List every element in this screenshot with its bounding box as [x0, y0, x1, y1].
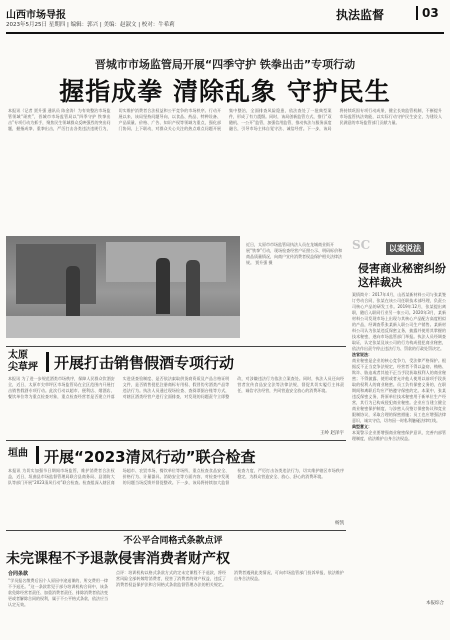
yuanqu-bar	[36, 446, 39, 464]
sidebar-logo	[352, 236, 446, 258]
sidebar-logo-letters: SC	[352, 238, 371, 252]
yuanqu-body: 本报讯 为切实加强节日期间市场监管，维护消费者合法权益，近日，垣曲县市场监督管理局联合县商务局、县消防大队等部门开展“2023清风行动”联合检查。检查组深入辖区商场超市、农贸市场、餐饮单位等场所，重点检查食品安全、价格行为、计量器具、消防安全等方面内容，对检查中发现的问题当场反馈并督促整改。下一步，该局将持续加大监督检查力度，严厉打击各类违法行为，切实维护辖区市场秩序稳定，为群众营造安全、放心、舒心的消费环境。	[8, 468, 344, 485]
taiyuan-sign: 王岭 赵泽宇	[320, 431, 344, 436]
lead-body: 本报讯（记者 贾升强 通讯员 陈金涛）为有效整治市场监管领域“顽疾”，晋城市市场监管局以“四季守护 铁拳出击”专项行动为抓手，聚焦民生领域群众反映强烈的突出问题，握指成拳、重拳出击，严厉打击各类违法违规行为，切实维护消费者合法权益和公平竞争的市场秩序。行动开展以来，该局坚持问题导向，以食品、药品、特种设备、产品质量、价格、广告、知识产权等领域为重点，强化部门协同、上下联动，对群众关心关注的热点难点问题开展集中整治，全面排查风险隐患，依法查处了一批典型案件，形成了有力震慑。同时，该局创新监管方式，推行“双随机、一公开”监管，加强信用监管，推动执法与服务深度融合，引导市场主体自觉守法、诚信经营。下一步，该局将持续巩固专项行动成果，健全长效监管机制，不断提升市场监管执法效能，以实际行动守护民生安全，为建设人民满意的市场监管部门贡献力量。	[8, 108, 442, 131]
masthead-rule	[6, 32, 444, 34]
lead-title: 握指成拳 清除乱象 守护民生	[59, 77, 391, 106]
bottom-source: 合同条款	[8, 571, 29, 577]
taiyuan-title: 开展打击销售假酒专项行动	[54, 354, 235, 372]
sidebar-logo-badge: 以案说法	[386, 242, 424, 255]
lead-photo	[6, 236, 240, 338]
taiyuan-location: 太原 尖草坪	[8, 350, 38, 373]
bottom-band-label: 不公平合同格式条款点评	[123, 536, 223, 546]
yuanqu-sign: 杨凯	[335, 521, 344, 526]
sidebar-body	[352, 292, 446, 532]
page-number: 03	[416, 6, 439, 20]
yuanqu-title: 开展“2023清风行动”联合检查	[44, 448, 256, 466]
sidebar-typical-label: 典型意义：	[352, 424, 372, 429]
lead-photo-caption: 近日，太原市市场监管局执法人员在龙城商业街开展“铁拳”行动，现场检查经营户证照公示、明码标价和商品质量情况，向商户宣传消费者权益保护相关法律法规。 贾升强 摄	[246, 242, 343, 265]
yuanqu-location: 垣曲	[8, 448, 28, 459]
taiyuan-rule	[6, 346, 346, 347]
taiyuan-bar	[46, 352, 49, 372]
sidebar-title: 侵害商业秘密纠纷这样裁决	[358, 262, 446, 289]
sidebar-source: 本报综合	[426, 601, 444, 606]
paper-name: 山西市场导报	[6, 10, 66, 21]
issue-meta: 2023年5月25日 星期四 | 编辑：郭兴 | 美编：赵淑文 | 校对：牛希莉	[6, 22, 175, 28]
bottom-body: “学员报名缴费后因个人原因中途退课的，所交费用一律不予退还。”这一条款常见于部分培训机构合同中，该条款免除经营者责任、加重消费者责任、排除消费者依法变更或者解除合同的权利，属于不公平格式条款，依法应当认定无效。	[8, 578, 108, 607]
sidebar-analysis-label: 法官说法：	[352, 352, 372, 357]
section-name: 执法监督	[336, 8, 385, 22]
bottom-title: 未完课程不予退款侵害消费者财产权	[6, 551, 230, 567]
bottom-rule	[6, 530, 346, 531]
lead-kicker: 晋城市市场监管局开展“四季守护 铁拳出击”专项行动	[94, 58, 356, 71]
sidebar-typical-body: 本案警示企业要增强商业秘密保护意识，完善内部管理制度，依法维护自身合法权益。	[352, 430, 446, 441]
bottom-comment: 点评：培训机构以格式条款方式约定未完课程不予退款，将经营风险全部转嫁给消费者，侵害了消费者的财产权益，违反了消费者权益保护法和合同格式条款监督管理办法的相关规定。消费者遇到此类情况，可向市场监管部门投诉举报，依法维护自身合法权益。	[116, 570, 344, 587]
sidebar-analysis-body: 商业秘密是企业的核心竞争力，受法律严格保护。根据反不正当竞争法规定，经营者不得以盗窃、贿赂、欺诈、胁迫或者其他不正当手段获取权利人的商业秘密；不得披露、使用或者允许他人使用以前项手段获取的权利人的商业秘密。员工负有保密义务的，在职期间和离职后均应严格遵守保密约定。本案中，张某违反保密义务，将原单位技术秘密用于新单位生产经营，其行为已构成侵犯商业秘密。企业应当建立健全商业秘密保护制度，与涉密人员签订保密协议和竞业限制协议，采取合理的保密措施；员工也应增强法律意识，诚实守信，切勿因一时私利触碰法律红线。	[352, 358, 446, 423]
sidebar-case-body: 案情简介：2017年4月，山西某新材料公司与张某签订劳动合同，张某在该公司任职技术部经理，负责公司核心产品的研发工作。2019年12月，张某提出离职，随后入职同行业另一家公司。2020年3月，某新材料公司发现市场上出现与其核心产品配方高度相似的产品，经调查系张某新入职公司生产销售。某新材料公司认为张某违反保密义务，披露并使用其掌握的技术秘密，遂向市场监管部门举报。执法人员经调查取证，认定张某及该公司的行为构成侵犯商业秘密，依法作出责令停止违法行为、罚款的行政处罚决定。	[352, 292, 446, 351]
yuanqu-rule	[6, 440, 346, 441]
taiyuan-body: 本报讯 为了进一步规范酒类市场秩序，保障人民群众饮酒安全，近日，太原市尖草坪区市场监管局在全区范围内开展打击销售假酒专项行动。此次行动以超市、便利店、烟酒店、餐饮单位等为重点检查对象，重点检查经营者是否建立并落实进货查验制度、是否依法索取供货商资质及产品合格证明文件，是否销售侵犯注册商标专用权、假冒伪劣酒类产品等违法行为。执法人员通过现场检查、查阅票据台账等方式，对辖区酒类经营户进行全面排查，对发现的问题责令立即整改，对涉嫌违法行为依法立案查处。同时，执法人员还向经营者宣传食品安全法等法律法规，督促其切实履行主体责任，诚信守法经营，共同营造安全放心的消费环境。	[8, 376, 344, 399]
